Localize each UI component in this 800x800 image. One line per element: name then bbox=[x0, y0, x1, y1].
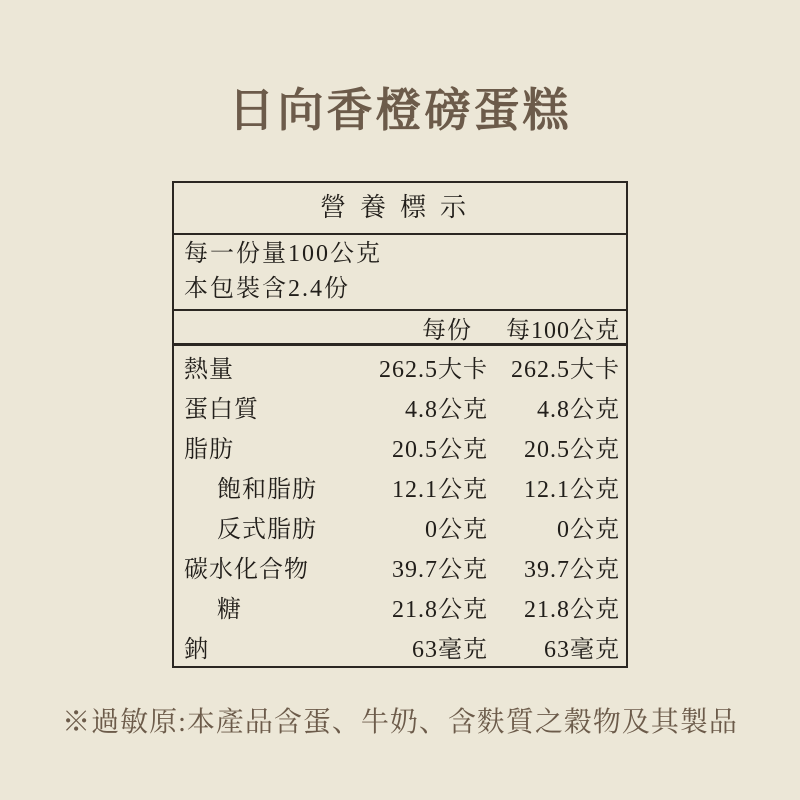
nutrition-table-row bbox=[174, 506, 626, 546]
nutrient-label: 蛋白質 bbox=[184, 396, 259, 423]
per-100g-value: 63毫克 bbox=[544, 636, 620, 663]
per-serving-value: 20.5公克 bbox=[392, 436, 488, 463]
per-100g-value: 21.8公克 bbox=[524, 596, 620, 623]
nutrition-table-title: 營養標示 bbox=[174, 183, 626, 235]
per-100g-value: 39.7公克 bbox=[524, 556, 620, 583]
allergen-note: ※過敏原:本產品含蛋、牛奶、含麩質之穀物及其製品 bbox=[62, 707, 738, 738]
per-serving-value: 63毫克 bbox=[412, 636, 488, 663]
nutrition-table-row bbox=[174, 586, 626, 626]
nutrient-label: 熱量 bbox=[184, 356, 234, 383]
nutrition-table bbox=[172, 181, 628, 668]
per-100g-value: 0公克 bbox=[557, 516, 620, 543]
nutrient-label: 反式脂肪 bbox=[217, 516, 317, 543]
nutrition-table-row bbox=[174, 626, 626, 666]
servings-per-package-line: 本包裝含2.4份 bbox=[184, 276, 350, 302]
nutrition-table-row bbox=[174, 466, 626, 506]
per-serving-value: 262.5大卡 bbox=[379, 356, 488, 383]
nutrient-label: 碳水化合物 bbox=[184, 556, 309, 583]
column-header-row bbox=[174, 311, 626, 346]
serving-info-block bbox=[174, 235, 626, 311]
column-header-per-100g: 每100公克 bbox=[506, 317, 620, 344]
per-100g-value: 262.5大卡 bbox=[511, 356, 620, 383]
column-header-per-serving: 每份 bbox=[422, 317, 472, 344]
per-serving-value: 21.8公克 bbox=[392, 596, 488, 623]
nutrition-table-row bbox=[174, 386, 626, 426]
product-title: 日向香橙磅蛋糕 bbox=[228, 85, 572, 136]
per-serving-value: 0公克 bbox=[425, 516, 488, 543]
nutrient-label: 飽和脂肪 bbox=[217, 476, 317, 503]
nutrition-table-row bbox=[174, 426, 626, 466]
nutrition-table-row bbox=[174, 546, 626, 586]
nutrient-label: 脂肪 bbox=[184, 436, 234, 463]
per-serving-value: 4.8公克 bbox=[405, 396, 488, 423]
per-100g-value: 20.5公克 bbox=[524, 436, 620, 463]
nutrient-label: 糖 bbox=[217, 596, 242, 623]
per-100g-value: 12.1公克 bbox=[524, 476, 620, 503]
serving-size-line: 每一份量100公克 bbox=[184, 241, 382, 267]
per-100g-value: 4.8公克 bbox=[537, 396, 620, 423]
nutrient-label: 鈉 bbox=[184, 636, 209, 663]
nutrition-table-row bbox=[174, 346, 626, 386]
nutrition-rows bbox=[174, 346, 626, 666]
per-serving-value: 39.7公克 bbox=[392, 556, 488, 583]
per-serving-value: 12.1公克 bbox=[392, 476, 488, 503]
